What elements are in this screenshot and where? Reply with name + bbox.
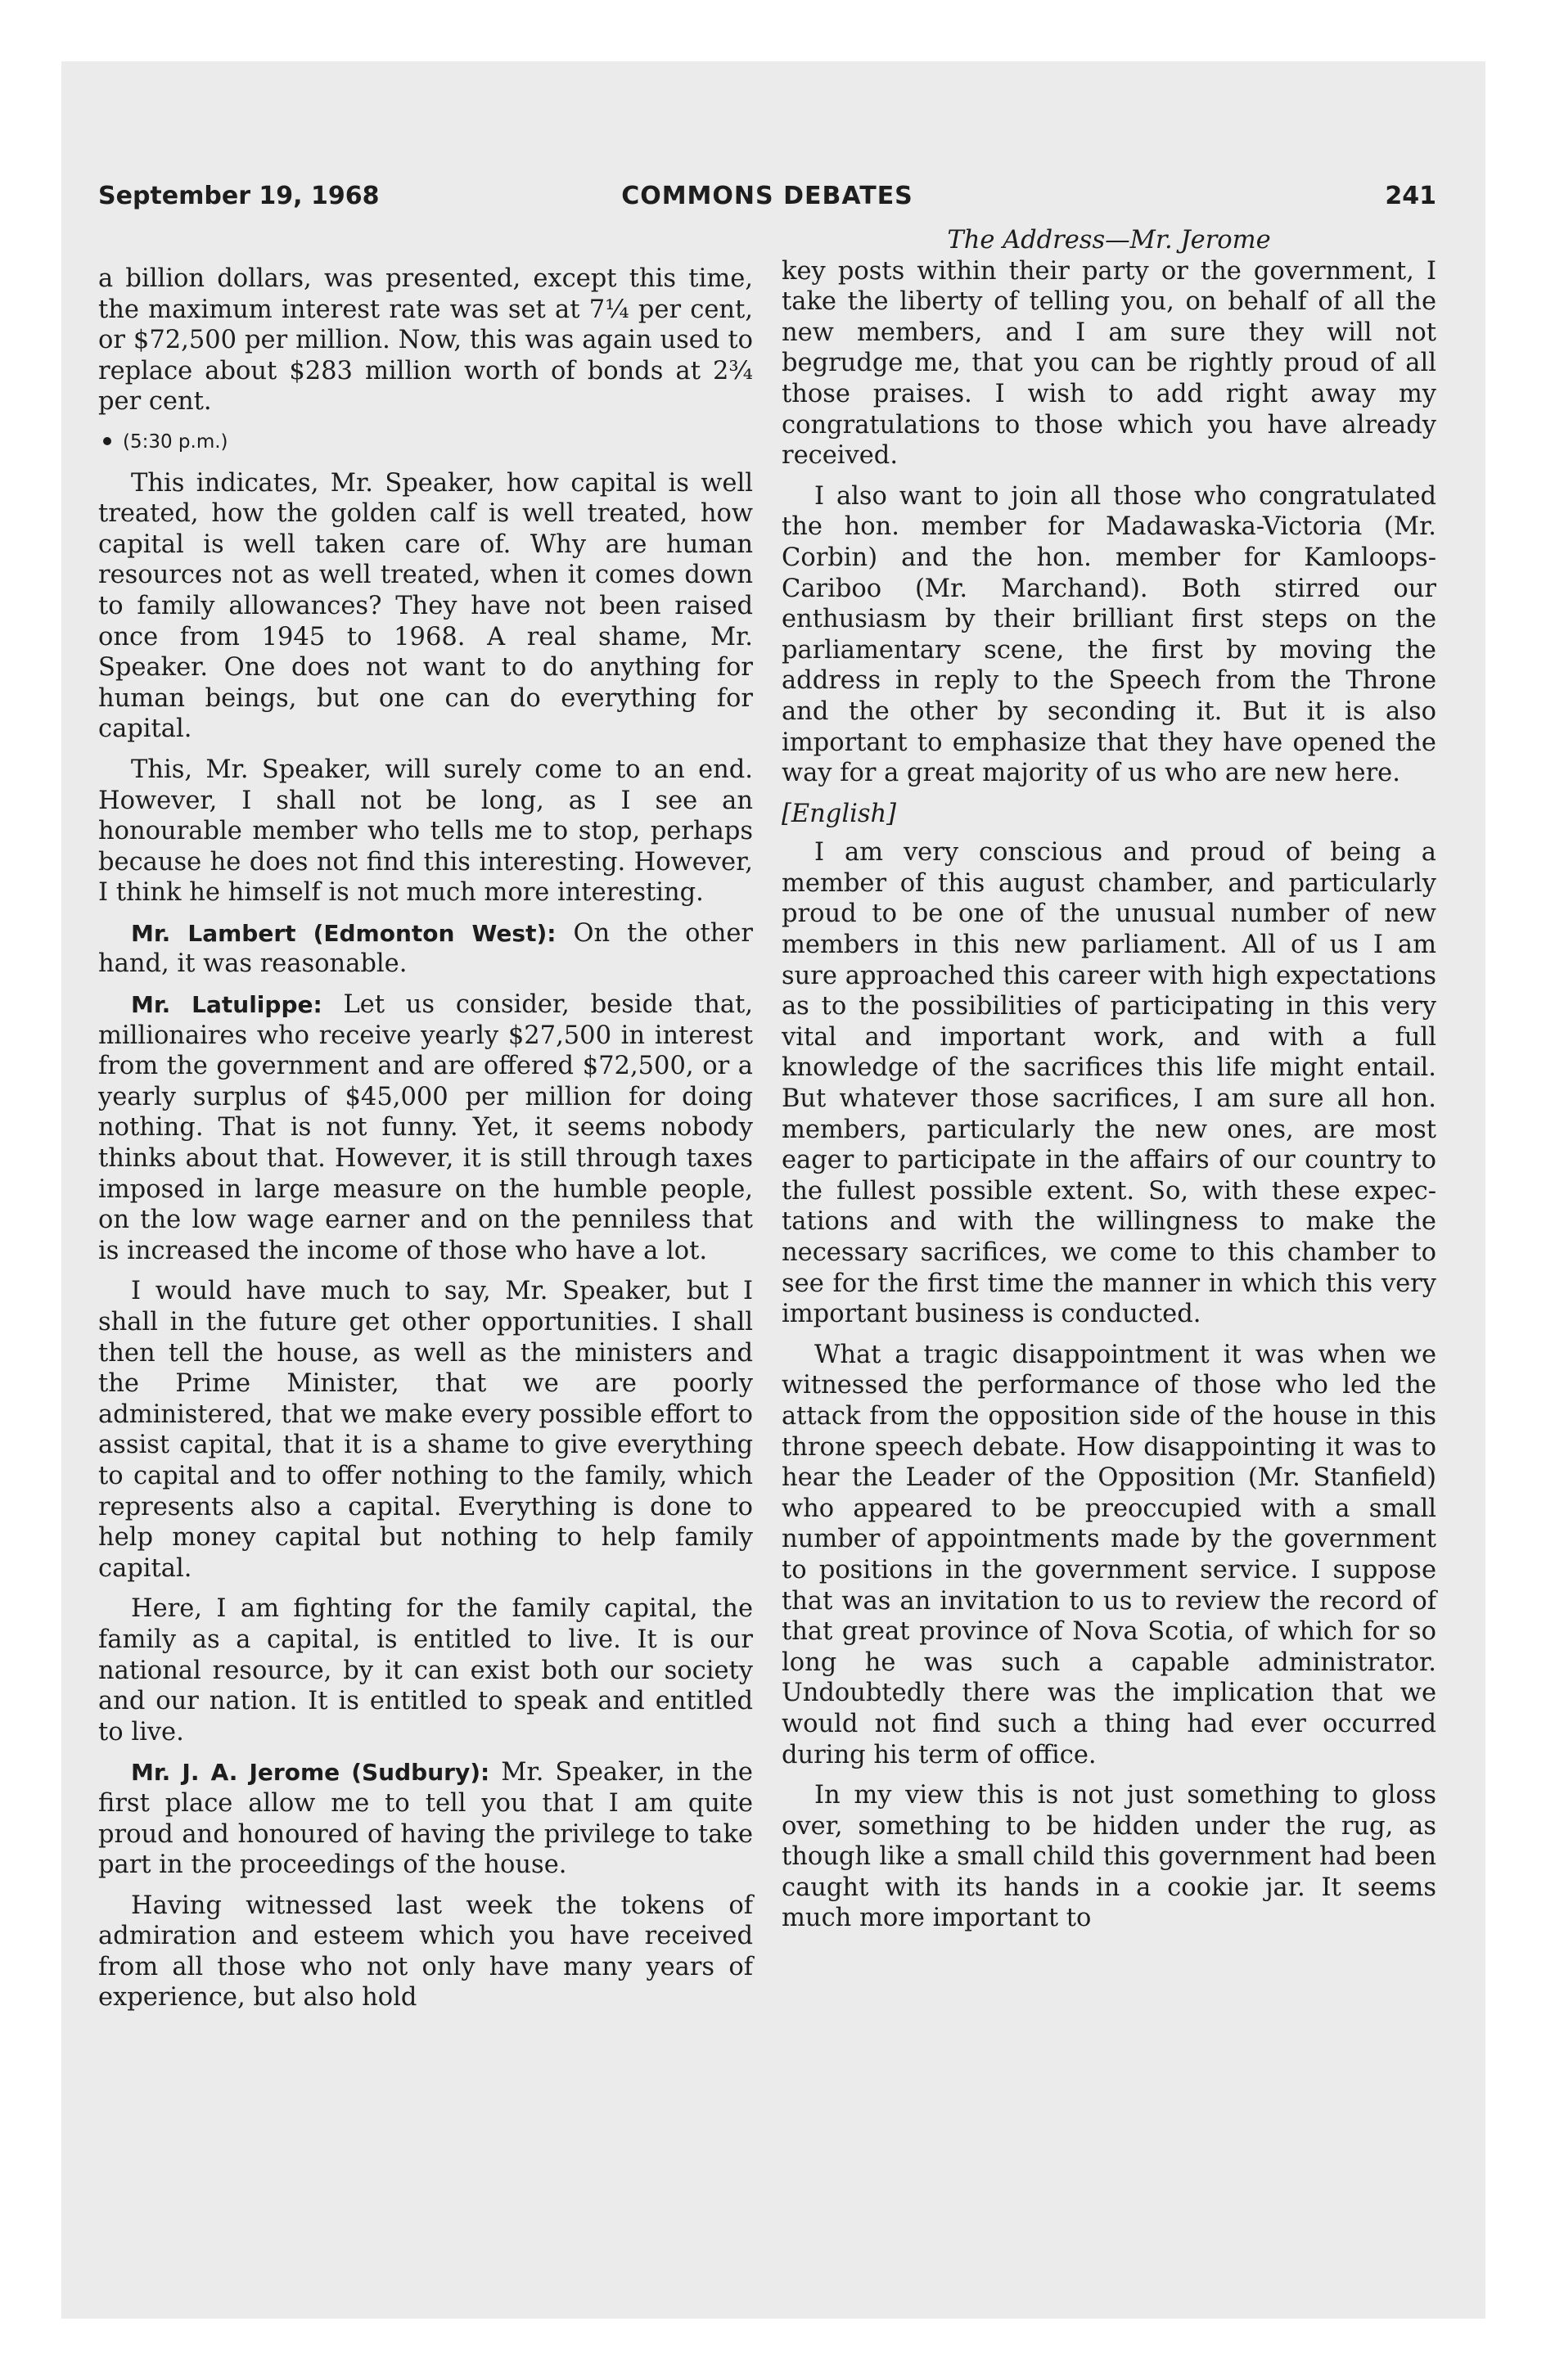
paragraph: What a tragic disappointment it was when we witnessed the performance of those who led the attack from the opposition side of the house in this throne speech debate. How disappointing it was to hear the Leader of the Opposition (Mr. Stanfield) who appeared to be preoccupied with a small number of appointments made by the government to positions in the government service. I suppose that was an invitation to us to review the record of that great province of Nova Scotia, of which for so long he was such a capable administrator. Undoubtedly there was the implication that we would not find such a thing had ever occurred during his term of office. <box>782 1340 1436 1769</box>
paragraph: I would have much to say, Mr. Speaker, but I shall in the future get other opportunities. I shall then tell the house, as well as the ministers and the Prime Minister, that we are poorly administered, that we make every possible effort to assist capital, that it is a shame to give everything to capital and to offer nothing to the family, which represents also a capital. Everything is done to help money capital but nothing to help family capital. <box>98 1277 753 1583</box>
speaker-name: Mr. J. A. Jerome (Sudbury): <box>131 1759 490 1787</box>
bullet-icon <box>103 437 111 445</box>
header-date: September 19, 1968 <box>98 182 380 210</box>
speaker-name: Mr. Lambert (Edmonton West): <box>131 919 557 947</box>
paragraph: Here, I am fighting for the family capital, the family as a capital, is entitled to live. It is our national resource, by it can exist both our society and our nation. It is entitled to speak and entitled to live. <box>98 1594 753 1747</box>
paragraph: In my view this is not just something to gloss over, something to be hidden under the rug, as though like a small child this government had been caught with its hands in a cookie jar. It seems much more important to <box>782 1781 1436 1933</box>
header-publication: COMMONS DEBATES <box>621 182 913 210</box>
paragraph: Having witnessed last week the tokens of admiration and esteem which you have received from all those who not only have many years of experience, but also hold <box>98 1891 753 2013</box>
language-note: [English] <box>782 799 897 828</box>
speech-text: Let us consider, beside that, millionaires who receive yearly $27,500 in interest from the government and are offered $72,500, or a yearly surplus of $45,000 per million for doing nothing. That is not funny. Yet, it seems nobody thinks about that. However, it is still through taxes imposed in large measure on the humble people, on the low wage earner and on the penniless that is increased the income of those who have a lot. <box>98 990 753 1265</box>
paragraph: a billion dollars, was presented, except this time, the maximum interest rate was set at 7¼ per cent, or $72,500 per million. Now, this was again used to replace about $283 million worth of bonds at 2¾ per cent. <box>98 264 753 417</box>
speech-entry <box>98 1757 753 1880</box>
speaker-name: Mr. Latulippe: <box>131 991 322 1019</box>
right-column <box>782 225 1436 1944</box>
paragraph: I am very conscious and proud of being a member of this august chamber, and particularly proud to be one of the unusual number of new members in this new parliament. All of us I am sure approached this career with high expectations as to the possibilities of participating in this very vital and important work, and with a full knowledge of the sacrifices this life might entail. But whatever those sacrifices, I am sure all hon. members, particularly the new ones, are most eager to participate in the affairs of our country to the fullest possible extent. So, with these expectations and with the willingness to make the necessary sacrifices, we come to this chamber to see for the first time the manner in which this very important business is conducted. <box>782 838 1436 1329</box>
paragraph: I also want to join all those who congratulated the hon. member for Madawaska-Victoria (Mr. Corbin) and the hon. member for Kamloops-Cariboo (Mr. Marchand). Both stirred our enthusiasm by their brilliant first steps on the parliamentary scene, the first by moving the address in reply to the Speech from the Throne and the other by seconding it. But it is also important to emphasize that they have opened the way for a great majority of us who are new here. <box>782 481 1436 788</box>
speech-text: Mr. Speaker, in the first place allow me to tell you that I am quite proud and honoured of having the privilege to take part in the proceedings of the house. <box>98 1758 753 1880</box>
paragraph: This, Mr. Speaker, will surely come to an end. However, I shall not be long, as I see an honourable member who tells me to stop, perhaps because he does not find this interesting. However, I think he himself is not much more interesting. <box>98 755 753 908</box>
page-header <box>98 182 1436 223</box>
speech-entry <box>98 918 753 980</box>
header-page-number: 241 <box>1385 182 1436 210</box>
time-marker <box>98 427 753 458</box>
speech-entry <box>98 989 753 1266</box>
speech-text: On the other hand, it was reasonable. <box>98 918 753 979</box>
paragraph: key posts within their party or the government, I take the liberty of telling you, on behalf of all the new members, and I am sure they will not begrudge me, that you can be rightly proud of all those praises. I wish to add right away my congratulations to those which you have already received. <box>782 256 1436 471</box>
paragraph: This indicates, Mr. Speaker, how capital is well treated, how the golden calf is well treated, how capital is well taken care of. Why are human resources not as well treated, when it comes down to family allowances? They have not been raised once from 1945 to 1968. A real shame, Mr. Speaker. One does not want to do anything for human beings, but one can do everything for capital. <box>98 468 753 744</box>
left-column <box>98 264 753 2023</box>
running-title: The Address—Mr. Jerome <box>947 226 1271 255</box>
time-marker-text: (5:30 p.m.) <box>123 430 228 453</box>
